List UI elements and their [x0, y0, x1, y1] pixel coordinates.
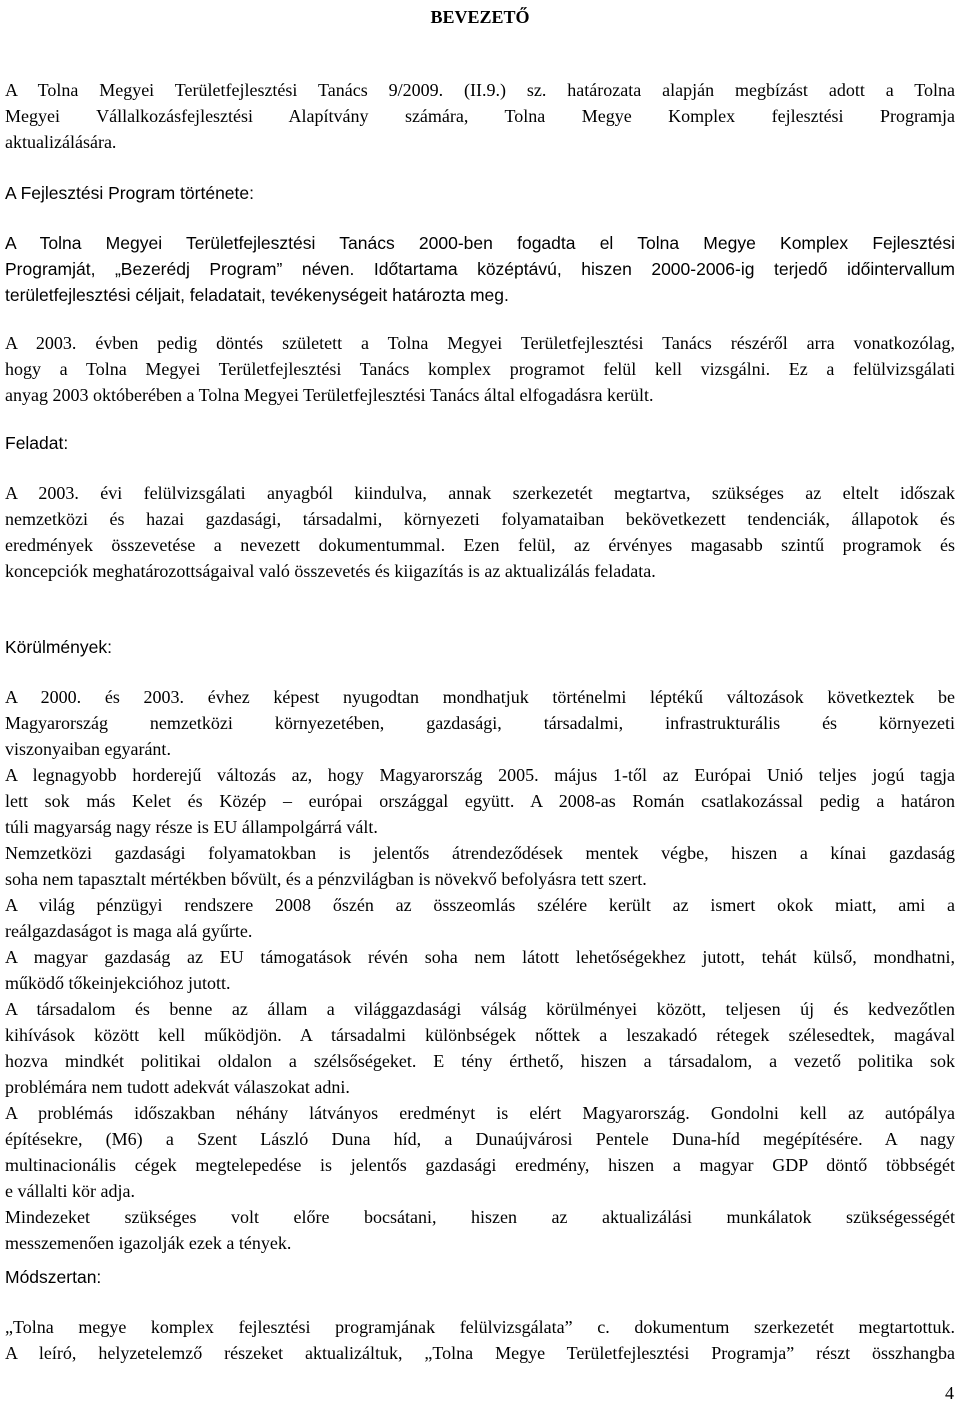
page-number: 4 [945, 1383, 954, 1403]
text-line: működő tőkeinjekcióhoz jutott. [5, 973, 231, 993]
text-line: Mindezeket szükséges volt előre bocsátani, hiszen az aktualizálási munkálatok szükségességét [5, 1207, 955, 1227]
text-line: lett sok más Kelet és Közép – európai országgal együtt. A 2008-as Román csatlakozással pedig a határon [5, 791, 955, 811]
history-paragraph-2 [5, 330, 955, 408]
text-line: koncepciók meghatározottságaival való összevetés és kiigazítás is az aktualizálás feladata. [5, 561, 656, 581]
text-line: Nemzetközi gazdasági folyamatokban is jelentős átrendeződések mentek végbe, hiszen a kínai gazdaság [5, 843, 955, 863]
text-line: túli magyarság nagy része is EU állampolgárrá vált. [5, 817, 378, 837]
task-paragraph [5, 480, 955, 584]
text-line: A legnagyobb horderejű változás az, hogy Magyarország 2005. május 1-től az Európai Unió teljes jogú tagja [5, 765, 955, 785]
text-line: A 2003. évben pedig döntés született a Tolna Megyei Területfejlesztési Tanács részéről arra vonatkozólag, [5, 333, 955, 353]
text-line: területfejlesztési céljait, feladatait, tevékenységeit határozta meg. [5, 285, 509, 305]
text-line: eredmények összevetése a nevezett dokumentummal. Ezen felül, az érvényes magasabb szintű programok és [5, 535, 955, 555]
text-line: multinacionális cégek megtelepedése is jelentős gazdasági eredmény, hiszen a magyar GDP döntő többségét [5, 1155, 955, 1175]
text-line: aktualizálására. [5, 132, 117, 152]
text-line: viszonyaiban egyaránt. [5, 739, 171, 759]
text-line: A 2003. évi felülvizsgálati anyagból kiindulva, annak szerkezetét megtartva, szükséges az eltelt időszak [5, 483, 955, 503]
text-line: A Tolna Megyei Területfejlesztési Tanács 9/2009. (II.9.) sz. határozata alapján megbízást adott a Tolna [5, 80, 955, 100]
text-line: Magyarország nemzetközi környezetében, gazdasági, társadalmi, infrastrukturális és környezeti [5, 713, 955, 733]
text-line: soha nem tapasztalt mértékben bővült, és a pénzvilágban is növekvő befolyásra tett szert. [5, 869, 647, 889]
text-line: A magyar gazdaság az EU támogatások révén soha nem látott lehetőségekhez jutott, tehát külső, mondhatni, [5, 947, 955, 967]
circumstances-paragraphs [5, 684, 955, 1256]
text-line: A világ pénzügyi rendszere 2008 őszén az összeomlás szélére került az ismert okok miatt, ami a [5, 895, 955, 915]
text-line: reálgazdaságot is maga alá gyűrte. [5, 921, 253, 941]
text-line: nemzetközi és hazai gazdasági, társadalmi, környezeti folyamataiban bekövetkezett tendenciák, állapotok és [5, 509, 955, 529]
page-title: BEVEZETŐ [430, 7, 530, 27]
history-paragraph-1 [5, 230, 955, 308]
intro-paragraph [5, 77, 955, 155]
text-line: Megyei Vállalkozásfejlesztési Alapítvány számára, Tolna Megye Komplex fejlesztési Programja [5, 106, 955, 126]
text-line: messzemenően igazolják ezek a tények. [5, 1233, 292, 1253]
text-line: A társadalom és benne az állam a világgazdasági válság körülményei között, teljesen új és kedvezőtlen [5, 999, 955, 1019]
text-line: hogy a Tolna Megyei Területfejlesztési Tanács komplex programot felül kell vizsgálni. Ez a felülvizsgálati [5, 359, 955, 379]
text-line: A leíró, helyzetelemző részeket aktualizáltuk, „Tolna Megye Területfejlesztési Programja” részt összhangba [5, 1343, 955, 1363]
text-line: hozva mindkét politikai oldalon a szélsőségeket. E tény érthető, hiszen a társadalom, a vezető politika sok [5, 1051, 955, 1071]
text-line: e vállalti kör adja. [5, 1181, 135, 1201]
text-line: A 2000. és 2003. évhez képest nyugodtan mondhatjuk történelmi léptékű változások következtek be [5, 687, 955, 707]
section-heading-circumstances: Körülmények: [5, 637, 112, 657]
text-line: építésekre, (M6) a Szent László Duna híd, a Dunaújvárosi Pentele Duna-híd megépítésére. A nagy [5, 1129, 955, 1149]
section-heading-history: A Fejlesztési Program története: [5, 183, 254, 203]
section-heading-methodology: Módszertan: [5, 1267, 102, 1287]
text-line: problémára nem tudott adekvát válaszokat adni. [5, 1077, 350, 1097]
text-line: „Tolna megye komplex fejlesztési programjának felülvizsgálata” c. dokumentum szerkezetét megtartottuk. [5, 1317, 955, 1337]
methodology-paragraph [5, 1314, 955, 1366]
text-line: anyag 2003 októberében a Tolna Megyei Területfejlesztési Tanács által elfogadásra került. [5, 385, 654, 405]
section-heading-task: Feladat: [5, 433, 69, 453]
text-line: A problémás időszakban néhány látványos eredményt is elért Magyarország. Gondolni kell az autópálya [5, 1103, 955, 1123]
text-line: A Tolna Megyei Területfejlesztési Tanács 2000-ben fogadta el Tolna Megye Komplex Fejlesztési [5, 233, 955, 253]
text-line: kihívások között kell működjön. A társadalmi különbségek nőttek a leszakadó rétegek szélesedtek, magával [5, 1025, 955, 1045]
text-line: Programját, „Bezerédj Program” néven. Időtartama középtávú, hiszen 2000-2006-ig terjedő időintervallum [5, 259, 955, 279]
